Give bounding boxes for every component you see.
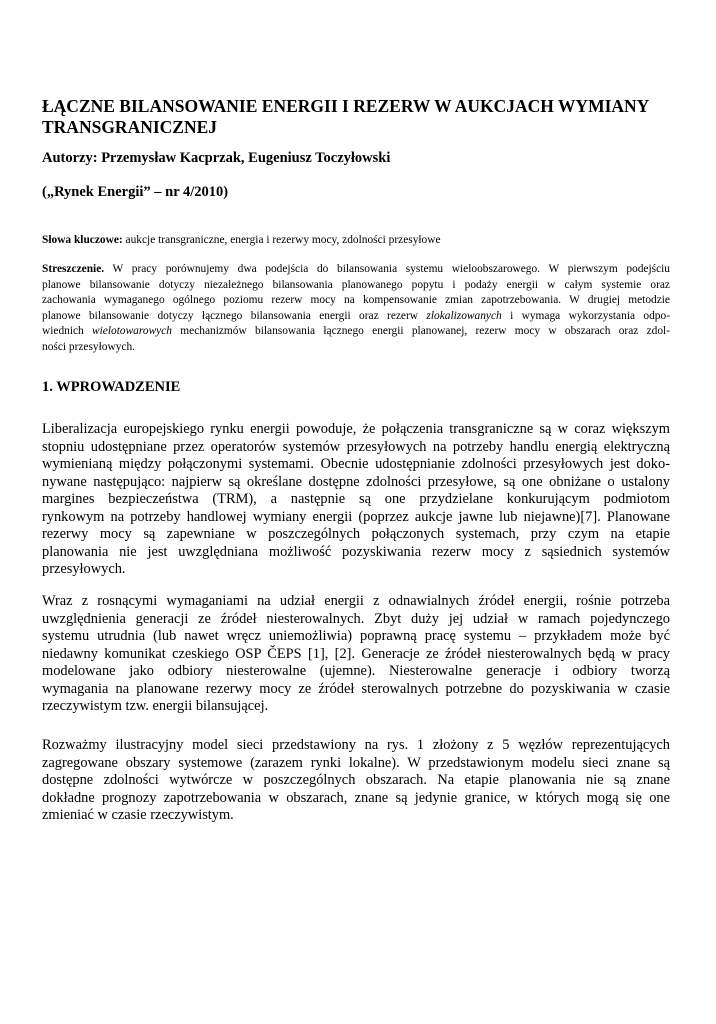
abstract-line: ności przesyłowych. (42, 340, 135, 353)
paragraph-line: systemu utrudnia (lub nawet wręcz uniemożliwia) poprawną pracę systemu – przykładem może być (42, 628, 670, 644)
paragraph-line: dostępne zdolności wytwórcze w poszczególnych obszarach. Na etapie planowania nie są znane (42, 772, 670, 788)
abstract-text: W pracy porównujemy dwa podejścia do bilansowania systemu wieloobszarowego. W pierwszym podejściu (104, 263, 670, 275)
keywords-text: aukcje transgraniczne, energia i rezerwy mocy, zdolności przesyłowe (122, 234, 441, 246)
paragraph-line: Rozważmy ilustracyjny model sieci przedstawiony na rys. 1 złożony z 5 węzłów reprezentujących (42, 737, 670, 753)
paragraph-line: wymagania na planowane rezerwy mocy ze źródeł sterowalnych potrzebne do pozyskiwania w czasie (42, 680, 670, 697)
abstract (42, 262, 670, 355)
paragraph-line: niedawny komunikat czeskiego OSP ČEPS [1], [2]. Generacje ze źródeł niesterowalnych będą w pracy (42, 645, 670, 662)
paragraph-line: wymienianą między połączonymi systemami. Obecnie udostępnianie zdolności przesyłowych jest doko- (42, 456, 670, 472)
paragraph-line: rynkowym na potrzeby handlowej wymiany energii (poprzez aukcje jawne lub niejawne)[7]. Planowane (42, 508, 670, 525)
body-paragraph (42, 593, 670, 716)
paragraph-line: uwzględnienia generacji ze źródeł niesterowalnych. Zbyt duży jej udział w ramach pojedynczego (42, 610, 670, 627)
abstract-line (42, 309, 670, 325)
section-heading: 1. WPROWADZENIE (42, 379, 181, 395)
abstract-text: mechanizmów bilansowania łącznego energii planowanej, rezerw mocy w obszarach oraz zdol- (172, 325, 670, 337)
paragraph-line: nywane następująco: najpierw są określane dostępne zdolności przesyłowe, są one obniżane o ustalony (42, 473, 670, 490)
paragraph-line: dokładne prognozy zapotrzebowania w obszarach, znane są jedynie granice, w których mogą się one (42, 789, 670, 806)
keywords-line (42, 233, 682, 247)
abstract-text: i wymaga wykorzystania odpo- (501, 309, 670, 322)
abstract-line (42, 324, 670, 340)
paragraph-line: stopniu udostępniane przez operatorów systemów przesyłowych na potrzeby handlu energią elektryczną (42, 438, 670, 455)
abstract-italic-term: wielotowarowych (92, 325, 172, 337)
paragraph-line: zmieniać w czasie rzeczywistym. (42, 807, 234, 823)
keywords-label: Słowa kluczowe: (42, 234, 123, 246)
paper-authors: Autorzy: Przemysław Kacprzak, Eugeniusz Toczyłowski (42, 150, 391, 166)
abstract-label: Streszczenie. (42, 263, 105, 275)
abstract-line: zachowania wymaganego ogólnego poziomu rezerw mocy na kompensowanie zmian zapotrzebowania. W drugiej metodzie (42, 294, 670, 306)
abstract-text: planowe bilansowanie dotyczy łącznego bilansowania energii oraz rezerw (42, 309, 427, 322)
abstract-line (42, 262, 670, 278)
paragraph-line: modelowane jako odbiory niesterowalne (ujemne). Niesterowalne generacje i odbiory tworzą (42, 663, 670, 679)
paragraph-line: rezerwy mocy są zapewniane w poszczególnych połączonych systemach, przy czym na etapie (42, 526, 670, 542)
paragraph-line: planowania nie jest uwzględniana możliwość pozyskiwania rezerw mocy z sąsiednich systemów (42, 543, 670, 560)
paragraph-line: przesyłowych. (42, 561, 126, 577)
paragraph-line: Liberalizacja europejskiego rynku energii powoduje, że połączenia transgraniczne są w coraz większym (42, 421, 670, 437)
paragraph-line: Wraz z rosnącymi wymaganiami na udział energii z odnawialnych źródeł energii, rośnie potrzeba (42, 593, 670, 609)
abstract-italic-term: zlokalizowanych (426, 309, 502, 322)
paragraph-line: zagregowane obszary systemowe (zarazem rynki lokalne). W przedstawionym modelu sieci znane są (42, 754, 670, 771)
paragraph-line: rzeczywistym tzw. energii bilansującej. (42, 698, 269, 714)
paragraph-line: margines bezpieczeństwa (TRM), a następnie są one przydzielane konkurującym podmiotom (42, 491, 670, 507)
abstract-line: planowe bilansowanie dotyczy niezależnego bilansowania planowanego popytu i podaży energii w całym systemie oraz (42, 278, 670, 291)
body-paragraph (42, 737, 670, 825)
body-paragraph (42, 421, 670, 579)
abstract-text: wiednich (42, 325, 93, 337)
paper-title: ŁĄCZNE BILANSOWANIE ENERGII I REZERW W AUKCJACH WYMIANY TRANSGRANICZNEJ (42, 96, 649, 137)
paper-source: („Rynek Energii” – nr 4/2010) (42, 184, 229, 200)
